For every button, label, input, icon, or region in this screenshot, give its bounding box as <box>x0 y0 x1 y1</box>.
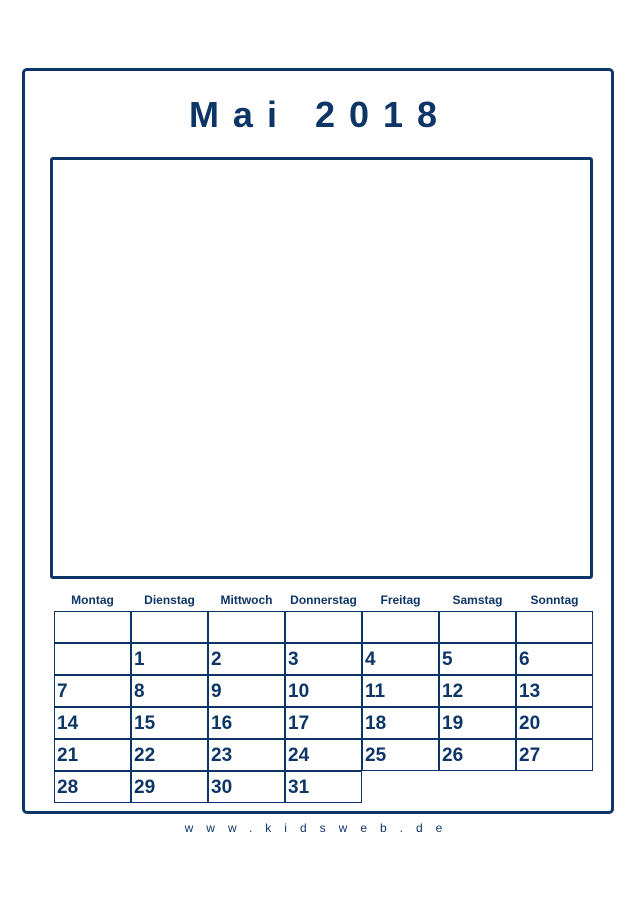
day-number: 9 <box>211 681 222 702</box>
day-cell <box>516 643 593 675</box>
day-cell <box>54 771 131 803</box>
day-cell <box>439 707 516 739</box>
day-cell <box>439 675 516 707</box>
day-cell <box>285 611 362 643</box>
weekday-saturday: Samstag <box>452 593 503 607</box>
day-cell <box>285 739 362 771</box>
weekday-thursday: Donnerstag <box>290 593 357 607</box>
day-cell <box>439 611 516 643</box>
day-cell <box>131 707 208 739</box>
weekday-friday: Freitag <box>380 593 421 607</box>
day-number: 8 <box>134 681 145 702</box>
day-cell <box>439 643 516 675</box>
day-cell <box>131 675 208 707</box>
day-number: 28 <box>57 777 79 798</box>
weekday-header-row <box>54 592 592 608</box>
day-cell <box>362 707 439 739</box>
weekday-tuesday: Dienstag <box>144 593 195 607</box>
day-cell <box>208 707 285 739</box>
day-cell <box>208 771 285 803</box>
day-number: 24 <box>288 745 310 766</box>
day-number: 21 <box>57 745 79 766</box>
day-number: 3 <box>288 649 299 670</box>
day-cell <box>208 643 285 675</box>
day-number: 5 <box>442 649 453 670</box>
weekday-sunday: Sonntag <box>530 593 579 607</box>
day-cell <box>362 643 439 675</box>
day-cell <box>131 611 208 643</box>
day-number: 13 <box>519 681 541 702</box>
day-cell <box>131 643 208 675</box>
day-cell <box>285 707 362 739</box>
day-number: 4 <box>365 649 376 670</box>
day-cell <box>54 643 131 675</box>
day-cell <box>208 611 285 643</box>
day-number: 7 <box>57 681 68 702</box>
day-cell <box>362 675 439 707</box>
day-number: 14 <box>57 713 79 734</box>
day-cell <box>131 739 208 771</box>
day-number: 31 <box>288 777 310 798</box>
day-number: 1 <box>134 649 145 670</box>
day-number: 2 <box>211 649 222 670</box>
day-cell <box>285 643 362 675</box>
day-cell <box>208 675 285 707</box>
day-cell <box>362 611 439 643</box>
day-cell <box>439 739 516 771</box>
day-number: 25 <box>365 745 387 766</box>
day-cell <box>131 771 208 803</box>
day-cell <box>285 675 362 707</box>
weekday-wednesday: Mittwoch <box>220 593 273 607</box>
day-cell <box>285 771 362 803</box>
day-cell <box>208 739 285 771</box>
day-cell <box>54 707 131 739</box>
day-number: 16 <box>211 713 233 734</box>
day-number: 26 <box>442 745 464 766</box>
day-cell <box>516 611 593 643</box>
day-number: 27 <box>519 745 541 766</box>
day-number: 15 <box>134 713 156 734</box>
day-number: 22 <box>134 745 156 766</box>
day-number: 6 <box>519 649 530 670</box>
day-number: 17 <box>288 713 310 734</box>
day-number: 29 <box>134 777 156 798</box>
day-number: 11 <box>365 681 386 702</box>
day-cell <box>516 707 593 739</box>
footer-url: www.kidsweb.de <box>184 821 456 835</box>
weekday-monday: Montag <box>71 593 114 607</box>
photo-placeholder-box <box>50 157 593 579</box>
day-cell <box>54 675 131 707</box>
day-cell <box>516 675 593 707</box>
day-number: 23 <box>211 745 233 766</box>
day-number: 30 <box>211 777 233 798</box>
calendar-title: Mai 2018 <box>188 94 452 135</box>
day-cell <box>54 611 131 643</box>
day-number: 10 <box>288 681 310 702</box>
day-number: 19 <box>442 713 464 734</box>
day-cell <box>362 739 439 771</box>
day-cell <box>516 739 593 771</box>
day-number: 20 <box>519 713 541 734</box>
day-number: 18 <box>365 713 387 734</box>
day-cell <box>54 739 131 771</box>
day-number: 12 <box>442 681 464 702</box>
